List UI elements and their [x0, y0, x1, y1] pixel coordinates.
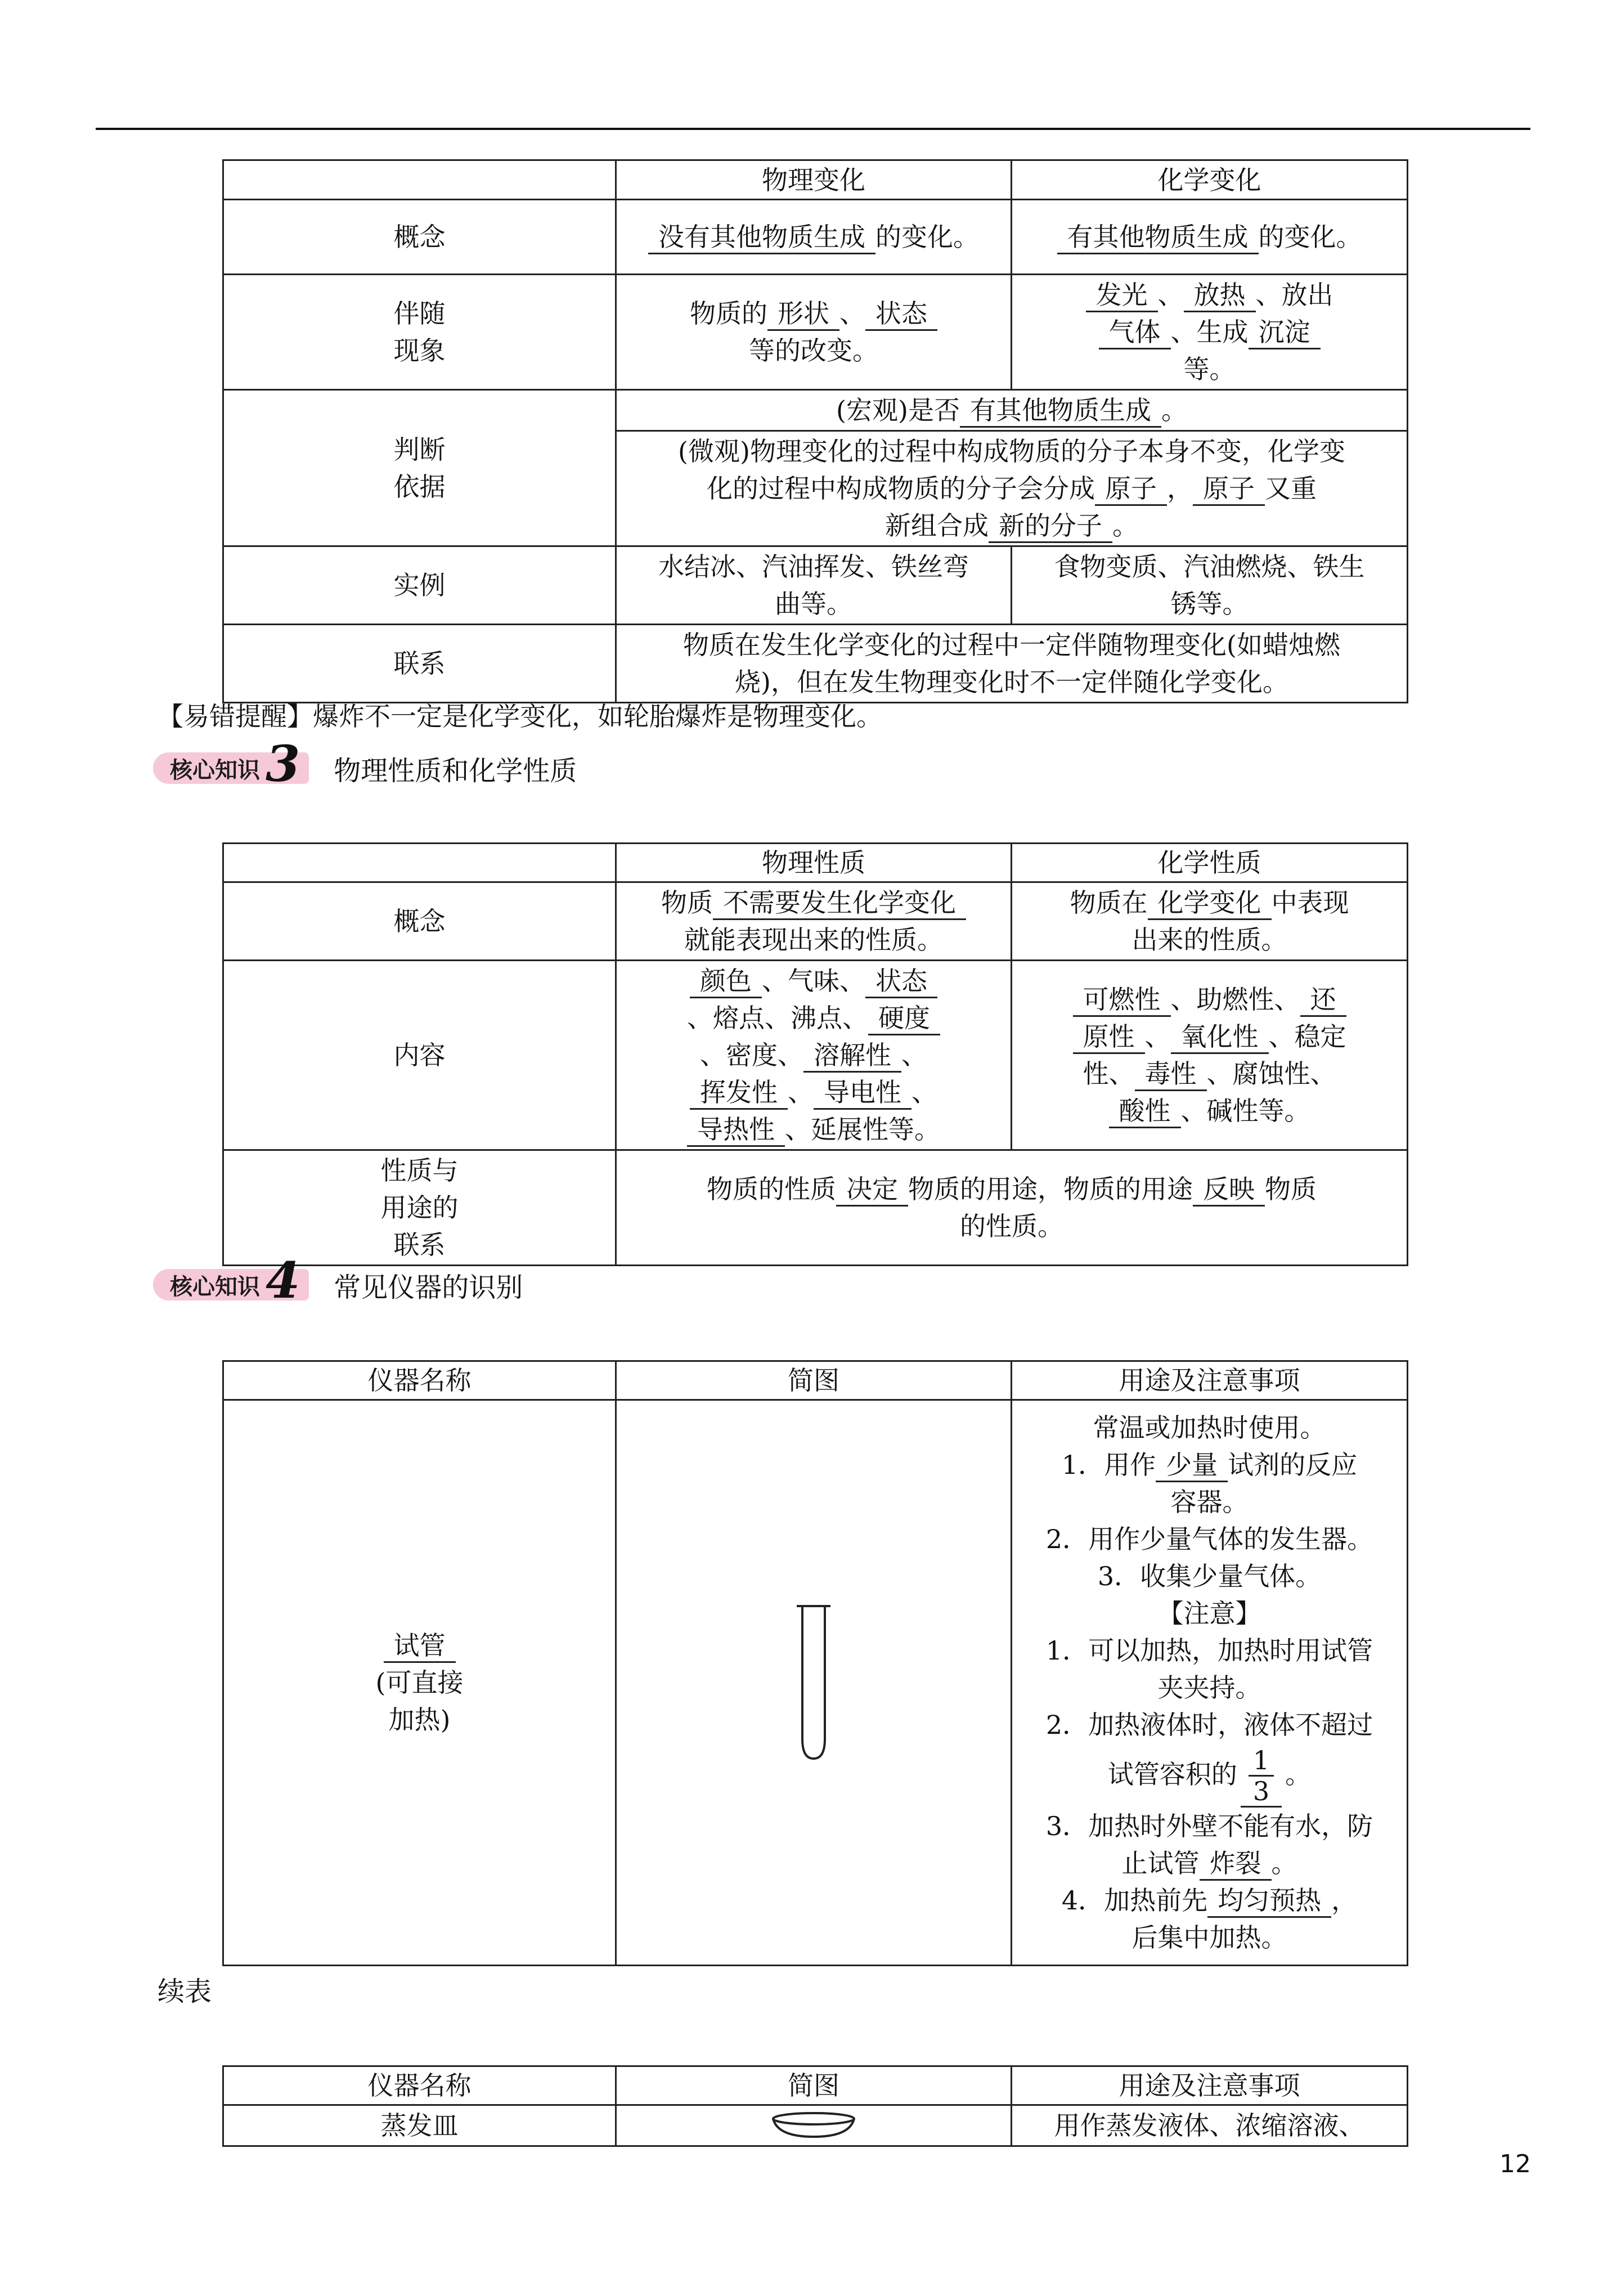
section-title: 物理性质和化学性质 [334, 755, 577, 787]
instrument-table [222, 1360, 1408, 1966]
answer-blank: 新的分子 [989, 510, 1112, 543]
table-header: 用途及注意事项 [1012, 2066, 1408, 2105]
row-label: 内容 [223, 961, 616, 1150]
answer-blank: 沉淀 [1249, 316, 1321, 349]
physical-chemical-change-table [222, 159, 1408, 703]
continued-label: 续表 [158, 1976, 212, 2007]
table-header: 简图 [616, 1361, 1012, 1400]
row-label: 判断 依据 [223, 390, 616, 546]
answer-blank: 反映 [1193, 1173, 1265, 1207]
answer-blank: 形状 [767, 298, 839, 331]
usage-cell: 常温或加热时使用。 1．用作 少量 试剂的反应 容器。 2．用作少量气体的发生器。 3．收集少量气体。 【注意】 1．可以加热，加热时用试管 夹夹持。 2．加热液体时，液体不超过 试管容积的 $\frac{1}{3}$ 。 3．加热时外壁不能有水，防 止试管 炸裂 。 4．加热前先 均匀预热 ， 后集中加热。 [1012, 1400, 1408, 1966]
table-cell: 物质 不需要发生化学变化 就能表现出来的性质。 [616, 882, 1012, 961]
answer-blank: 毒性 [1135, 1058, 1207, 1091]
row-label: 概念 [223, 882, 616, 961]
instrument-table-continued [222, 2065, 1408, 2147]
test-tube-icon [780, 1598, 847, 1767]
table-header: 物理变化 [616, 160, 1012, 200]
physical-chemical-property-table [222, 842, 1408, 1266]
answer-blank: 氧化性 [1171, 1021, 1269, 1054]
answer-blank: 有其他物质生成 [960, 394, 1161, 428]
table-cell: 有其他物质生成 的变化。 [1012, 200, 1408, 275]
answer-blank: 发光 [1086, 279, 1158, 312]
answer-blank: 状态 [865, 298, 937, 331]
answer-blank: 硬度 [868, 1002, 940, 1035]
instrument-name-cell: 试管 (可直接 加热) [223, 1400, 616, 1966]
answer-blank: 颜色 [690, 965, 762, 998]
table-header-blank [223, 844, 616, 882]
answer-blank: 原子 [1095, 473, 1167, 506]
answer-blank: 原子 [1193, 473, 1265, 506]
error-reminder-note: 【易错提醒】爆炸不一定是化学变化，如轮胎爆炸是物理变化。 [158, 701, 882, 732]
answer-blank: 酸性 [1109, 1095, 1181, 1128]
fraction-answer: $\frac{1}{3}$ [1241, 1746, 1282, 1808]
row-label: 伴随 现象 [223, 275, 616, 390]
evaporating-dish-icon [769, 2110, 859, 2141]
answer-blank: 原性 [1073, 1021, 1145, 1054]
diagram-cell [616, 2105, 1012, 2146]
answer-blank: 状态 [865, 965, 937, 998]
answer-blank: 少量 [1156, 1449, 1228, 1482]
table-header: 仪器名称 [223, 1361, 616, 1400]
instrument-name-cell: 蒸发皿 [223, 2105, 616, 2146]
answer-blank: 可燃性 [1073, 984, 1171, 1017]
section-title: 常见仪器的识别 [334, 1271, 523, 1303]
answer-blank: 气体 [1099, 316, 1171, 349]
table-cell: 物质在发生化学变化的过程中一定伴随物理变化(如蜡烛燃 烧)，但在发生物理变化时不一定伴随化学变化。 [616, 625, 1408, 703]
header-rule [96, 128, 1530, 130]
table-cell: (微观)物理变化的过程中构成物质的分子本身不变，化学变 化的过程中构成物质的分子会分成 原子 ， 原子 又重 新组合成 新的分子 。 [616, 431, 1408, 546]
answer-blank: 没有其他物质生成 [648, 221, 875, 254]
diagram-cell [616, 1400, 1012, 1966]
table-cell: 食物变质、汽油燃烧、铁生 锈等。 [1012, 546, 1408, 625]
page-number: 12 [1499, 2150, 1531, 2178]
usage-cell: 用作蒸发液体、浓缩溶液、 [1012, 2105, 1408, 2146]
table-cell: 发光 、 放热 、放出 气体 、生成 沉淀 等。 [1012, 275, 1408, 390]
section-heading-4 [153, 1251, 523, 1310]
answer-blank: 导电性 [814, 1077, 911, 1110]
table-header-blank [223, 160, 616, 200]
core-knowledge-badge: 核心知识 3 [153, 752, 309, 784]
table-header: 简图 [616, 2066, 1012, 2105]
answer-blank: 放热 [1184, 279, 1256, 312]
answer-blank: 化学变化 [1148, 887, 1272, 920]
table-header: 物理性质 [616, 844, 1012, 882]
answer-blank: 炸裂 [1200, 1847, 1272, 1881]
section-heading-3 [153, 734, 577, 793]
answer-blank: 均匀预热 [1207, 1885, 1331, 1918]
table-header: 用途及注意事项 [1012, 1361, 1408, 1400]
table-cell: 物质的性质 决定 物质的用途，物质的用途 反映 物质 的性质。 [616, 1150, 1408, 1266]
answer-blank: 决定 [836, 1173, 908, 1207]
row-label: 概念 [223, 200, 616, 275]
answer-blank: 还 [1300, 984, 1346, 1017]
row-label: 实例 [223, 546, 616, 625]
table-cell: 水结冰、汽油挥发、铁丝弯 曲等。 [616, 546, 1012, 625]
row-label: 联系 [223, 625, 616, 703]
answer-blank: 试管 [384, 1630, 456, 1663]
answer-blank: 溶解性 [803, 1039, 901, 1073]
table-header: 化学变化 [1012, 160, 1408, 200]
table-header: 化学性质 [1012, 844, 1408, 882]
row-label: 性质与 用途的 联系 [223, 1150, 616, 1266]
table-cell: 没有其他物质生成 的变化。 [616, 200, 1012, 275]
answer-blank: 不需要发生化学变化 [713, 887, 966, 920]
table-header: 仪器名称 [223, 2066, 616, 2105]
core-knowledge-badge: 核心知识 4 [153, 1269, 309, 1301]
table-cell: 颜色 、气味、 状态 、熔点、沸点、 硬度 、密度、 溶解性 、 挥发性 、 导电性 、 导热性 、延展性等。 [616, 961, 1012, 1150]
table-cell: 物质的 形状 、 状态 等的改变。 [616, 275, 1012, 390]
answer-blank: 有其他物质生成 [1057, 221, 1259, 254]
table-cell: (宏观)是否 有其他物质生成 。 [616, 390, 1408, 431]
answer-blank: 挥发性 [690, 1077, 788, 1110]
table-cell: 物质在 化学变化 中表现 出来的性质。 [1012, 882, 1408, 961]
answer-blank: 导热性 [687, 1114, 785, 1147]
table-cell: 可燃性 、助燃性、 还 原性 、 氧化性 、稳定 性、 毒性 、腐蚀性、 酸性 、碱性等。 [1012, 961, 1408, 1150]
